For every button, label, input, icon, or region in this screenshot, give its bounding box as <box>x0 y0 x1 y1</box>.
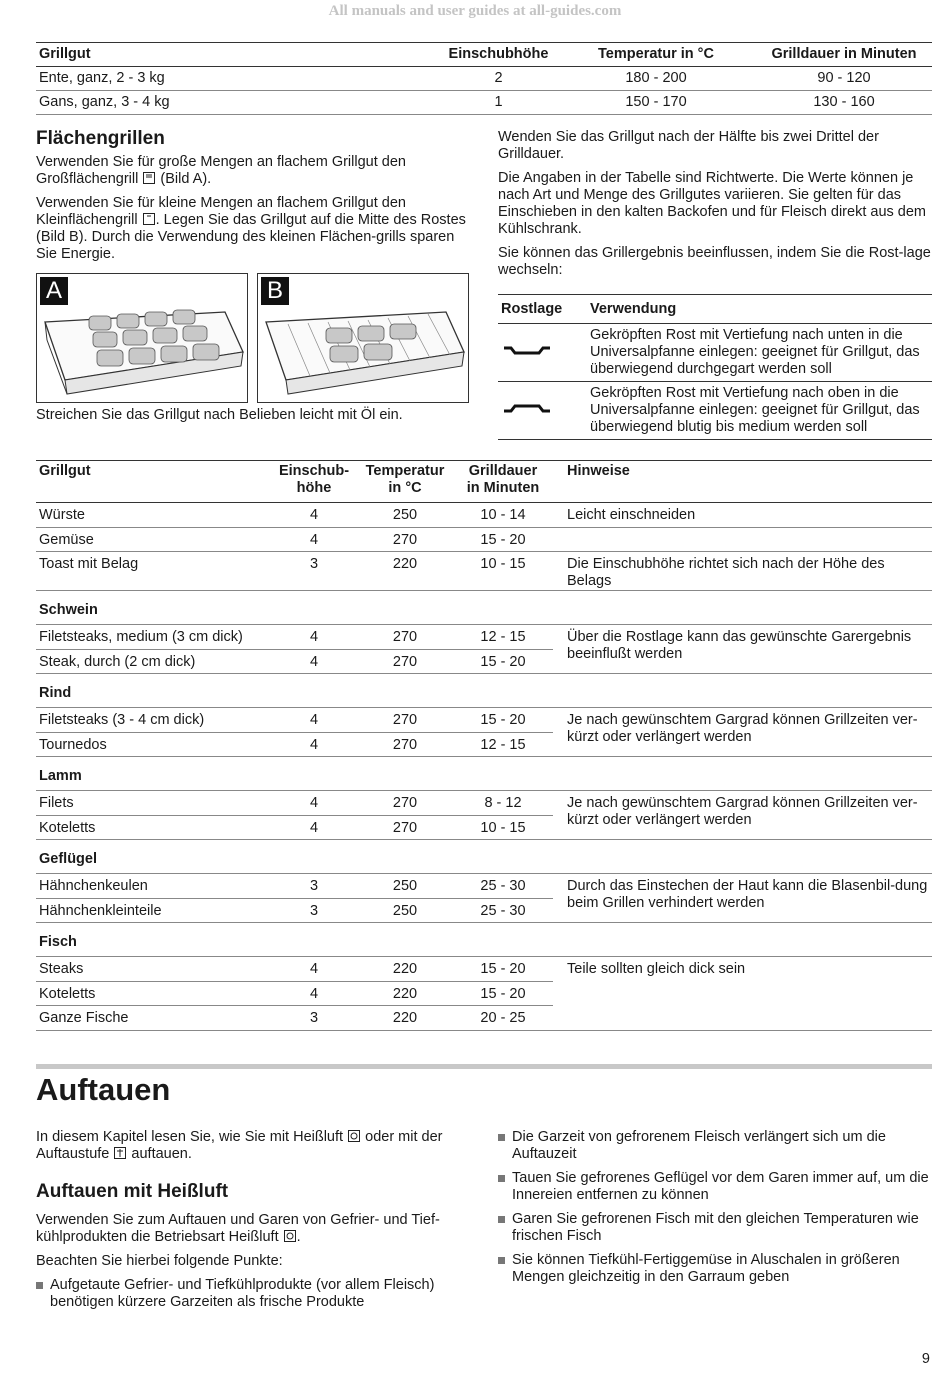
cell: Koteletts <box>36 815 271 840</box>
section-label: Schwein <box>36 591 932 625</box>
cell: Steaks <box>36 957 271 982</box>
hot-air-icon <box>284 1230 296 1242</box>
cell: 3 <box>271 874 357 899</box>
rack-up-icon <box>498 382 587 440</box>
col-header-hinweise: Hinweise <box>553 461 932 503</box>
section-row <box>36 923 932 957</box>
col-header-einschub: Einschubhöhe <box>441 43 556 67</box>
grill-table-body <box>36 503 932 1031</box>
cell: 15 - 20 <box>453 649 553 674</box>
col-header-grilldauer: Grilldauer in Minuten <box>453 461 553 503</box>
cell: 25 - 30 <box>453 874 553 899</box>
cell: 220 <box>357 981 453 1006</box>
duck-goose-table <box>36 42 932 115</box>
text: (Bild A). <box>160 171 212 187</box>
cell: Würste <box>36 503 271 528</box>
cell: Gemüse <box>36 527 271 552</box>
cell: 1 <box>441 91 556 115</box>
figure-label: B <box>261 277 289 305</box>
paragraph <box>36 154 466 188</box>
table-row <box>36 91 932 115</box>
cell: Gekröpften Rost mit Vertiefung nach oben in die Universalpfanne einlegen: geeignet für Grillgut, das überwiegend blutig bis medium werden soll <box>587 382 932 440</box>
cell: 20 - 25 <box>453 1006 553 1031</box>
cell: 4 <box>271 708 357 733</box>
hint-cell: Teile sollten gleich dick sein <box>553 957 932 1031</box>
text: . Legen Sie das Grillgut auf die Mitte des Rostes (Bild B). Durch die Verwendung des kleinen Flächen-grills sparen Sie Energie. <box>36 212 466 262</box>
cell: Tournedos <box>36 732 271 757</box>
cell: 270 <box>357 649 453 674</box>
figure-caption: Streichen Sie das Grillgut nach Belieben leicht mit Öl ein. <box>36 407 403 423</box>
col-header-temperatur: Temperatur in °C <box>357 461 453 503</box>
hint-cell <box>553 527 932 552</box>
table-row <box>498 382 932 440</box>
paragraph: Sie können das Grillergebnis beeinflussen, indem Sie die Rost-lage wechseln: <box>498 245 931 278</box>
section-label: Lamm <box>36 757 932 791</box>
paragraph <box>36 195 466 263</box>
cell: Filets <box>36 791 271 816</box>
cell: 15 - 20 <box>453 957 553 982</box>
large-grill-rack-illustration <box>37 274 247 402</box>
cell: 220 <box>357 552 453 591</box>
hot-air-icon <box>348 1130 360 1142</box>
list-item: Aufgetaute Gefrier- und Tiefkühlprodukte (vor allem Fleisch) benötigen kürzere Garzeiten als frische Produkte <box>36 1277 466 1311</box>
table-row <box>36 527 932 552</box>
section-title: Auftauen <box>36 1072 171 1107</box>
cell: 10 - 15 <box>453 552 553 591</box>
cell: Koteletts <box>36 981 271 1006</box>
cell: 270 <box>357 708 453 733</box>
list-item: Sie können Tiefkühl-Fertiggemüse in Aluschalen in größeren Mengen gleichzeitig in den Garraum geben <box>498 1252 932 1286</box>
large-grill-icon <box>143 172 155 184</box>
section-row <box>36 674 932 708</box>
cell: 270 <box>357 527 453 552</box>
col-header-rostlage: Rostlage <box>498 295 587 324</box>
table-row <box>36 625 932 650</box>
small-grill-rack-illustration <box>258 274 468 402</box>
section-divider <box>36 1064 932 1069</box>
hint-cell: Über die Rostlage kann das gewünschte Garergebnis beeinflußt werden <box>553 625 932 674</box>
cell: 270 <box>357 815 453 840</box>
text: Verwenden Sie für kleine Mengen an flachem Grillgut den Kleinflächengrill <box>36 195 406 228</box>
hint-cell: Durch das Einstechen der Haut kann die Blasenbil-dung beim Grillen verhindert werden <box>553 874 932 923</box>
cell: 10 - 15 <box>453 815 553 840</box>
cell: 8 - 12 <box>453 791 553 816</box>
cell: 15 - 20 <box>453 981 553 1006</box>
section-row <box>36 840 932 874</box>
cell: 270 <box>357 732 453 757</box>
cell: 4 <box>271 625 357 650</box>
cell: Ente, ganz, 2 - 3 kg <box>36 67 441 91</box>
list-item: Garen Sie gefrorenen Fisch mit den gleichen Temperaturen wie frischen Fisch <box>498 1211 932 1245</box>
hint-cell: Leicht einschneiden <box>553 503 932 528</box>
text: oder mit der Auftaustufe <box>36 1129 443 1162</box>
col-header-grilldauer: Grilldauer in Minuten <box>756 43 932 67</box>
text: . <box>296 1229 301 1245</box>
intro-paragraph <box>36 1129 466 1163</box>
grill-notes <box>498 129 932 286</box>
list-item: Tauen Sie gefrorenes Geflügel vor dem Garen immer auf, um die Innereien entfernen zu können <box>498 1170 932 1204</box>
hint-cell: Je nach gewünschtem Gargrad können Grillzeiten ver-kürzt oder verlängert werden <box>553 791 932 840</box>
cell: 250 <box>357 898 453 923</box>
cell: 220 <box>357 1006 453 1031</box>
cell: 12 - 15 <box>453 732 553 757</box>
section-label: Rind <box>36 674 932 708</box>
cell: 15 - 20 <box>453 527 553 552</box>
cell: 270 <box>357 791 453 816</box>
col-header-grillgut: Grillgut <box>36 461 271 503</box>
cell: 220 <box>357 957 453 982</box>
auftauen-right <box>498 1129 932 1293</box>
paragraph: Wenden Sie das Grillgut nach der Hälfte bis zwei Drittel der Grilldauer. <box>498 129 879 162</box>
cell: 250 <box>357 503 453 528</box>
cell: 130 - 160 <box>756 91 932 115</box>
text: Verwenden Sie für große Mengen an flachem Grillgut den Großflächengrill <box>36 154 406 187</box>
col-header-temperatur: Temperatur in °C <box>556 43 756 67</box>
figure-b <box>257 273 469 403</box>
text: Verwenden Sie zum Auftauen und Garen von Gefrier- und Tief-kühlprodukten die Betriebsart Heißluft <box>36 1212 440 1245</box>
table-row <box>498 324 932 382</box>
watermark: All manuals and user guides at all-guides.com <box>328 3 622 19</box>
cell: 10 - 14 <box>453 503 553 528</box>
cell: 4 <box>271 981 357 1006</box>
defrost-icon <box>114 1147 126 1159</box>
flaechengrillen-section <box>36 128 466 270</box>
table-row <box>36 503 932 528</box>
cell: Filetsteaks (3 - 4 cm dick) <box>36 708 271 733</box>
paragraph <box>36 1212 466 1246</box>
section-title: Flächengrillen <box>36 128 165 149</box>
cell: 4 <box>271 732 357 757</box>
subsection-title: Auftauen mit Heißluft <box>36 1181 229 1202</box>
cell: 4 <box>271 791 357 816</box>
cell: 4 <box>271 527 357 552</box>
cell: 150 - 170 <box>556 91 756 115</box>
small-grill-icon <box>143 213 155 225</box>
grill-table <box>36 460 932 1031</box>
cell: 4 <box>271 957 357 982</box>
cell: Ganze Fische <box>36 1006 271 1031</box>
bullet-list <box>498 1129 932 1286</box>
table-row <box>36 791 932 816</box>
hint-cell: Je nach gewünschtem Gargrad können Grillzeiten ver-kürzt oder verlängert werden <box>553 708 932 757</box>
cell: 4 <box>271 815 357 840</box>
cell: 90 - 120 <box>756 67 932 91</box>
cell: Filetsteaks, medium (3 cm dick) <box>36 625 271 650</box>
paragraph: Beachten Sie hierbei folgende Punkte: <box>36 1253 283 1269</box>
cell: Gans, ganz, 3 - 4 kg <box>36 91 441 115</box>
cell: 12 - 15 <box>453 625 553 650</box>
cell: 250 <box>357 874 453 899</box>
cell: 2 <box>441 67 556 91</box>
figure-a <box>36 273 248 403</box>
section-label: Fisch <box>36 923 932 957</box>
hint-cell: Die Einschubhöhe richtet sich nach der Höhe des Belags <box>553 552 932 591</box>
rack-position-table <box>498 294 932 440</box>
section-row <box>36 757 932 791</box>
col-header-grillgut: Grillgut <box>36 43 441 67</box>
table-row <box>36 708 932 733</box>
table-row <box>36 67 932 91</box>
table-row <box>36 874 932 899</box>
section-row <box>36 591 932 625</box>
paragraph: Die Angaben in der Tabelle sind Richtwerte. Die Werte können je nach Art und Menge des Grillgutes variieren. Sie gelten für das Einschieben in den kalten Backofen und für Fleisch direkt aus dem Kühlschrank. <box>498 170 926 237</box>
col-header-verwendung: Verwendung <box>587 295 932 324</box>
cell: 15 - 20 <box>453 708 553 733</box>
bullet-list <box>36 1277 466 1311</box>
rack-down-icon <box>498 324 587 382</box>
text: In diesem Kapitel lesen Sie, wie Sie mit Heißluft <box>36 1129 344 1145</box>
cell: 3 <box>271 1006 357 1031</box>
cell: Gekröpften Rost mit Vertiefung nach unten in die Universalpfanne einlegen: geeignet für Grillgut, das überwiegend durchgegart werden soll <box>587 324 932 382</box>
cell: 25 - 30 <box>453 898 553 923</box>
cell: Hähnchenkleinteile <box>36 898 271 923</box>
cell: Hähnchenkeulen <box>36 874 271 899</box>
cell: 3 <box>271 552 357 591</box>
list-item: Die Garzeit von gefrorenem Fleisch verlängert sich um die Auftauzeit <box>498 1129 932 1163</box>
cell: 3 <box>271 898 357 923</box>
figure-label: A <box>40 277 68 305</box>
cell: 4 <box>271 649 357 674</box>
text: auftauen. <box>131 1146 192 1162</box>
table-row <box>36 552 932 591</box>
cell: 270 <box>357 625 453 650</box>
section-label: Geflügel <box>36 840 932 874</box>
cell: Steak, durch (2 cm dick) <box>36 649 271 674</box>
cell: 180 - 200 <box>556 67 756 91</box>
page-number: 9 <box>921 1351 930 1367</box>
cell: Toast mit Belag <box>36 552 271 591</box>
col-header-einschub: Einschub- höhe <box>271 461 357 503</box>
cell: 4 <box>271 503 357 528</box>
auftauen-left <box>36 1129 466 1318</box>
table-row <box>36 957 932 982</box>
